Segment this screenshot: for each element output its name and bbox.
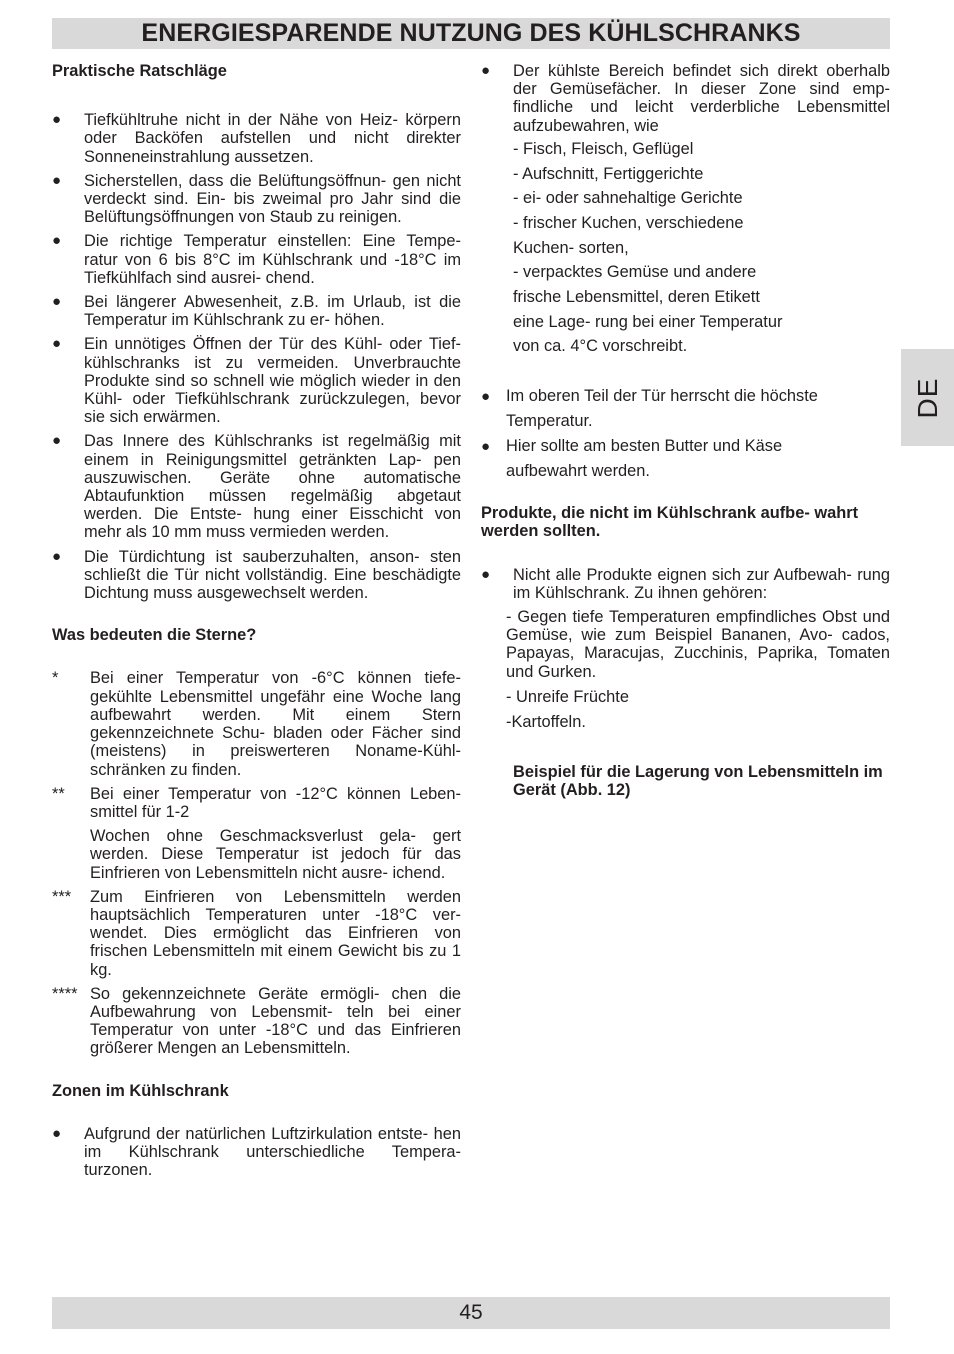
star-marker: *** (52, 887, 72, 906)
star-text: Wochen ohne Geschmacksverlust gela- gert werden. Diese Temperatur ist jedoch für das Einfrieren von Lebensmitteln nicht ausre- ichend. (90, 827, 461, 882)
list-item: frische Lebensmittel, deren Etikett (513, 288, 760, 307)
stars-heading: Was bedeuten die Sterne? (52, 626, 257, 645)
star-text: So gekennzeichnete Geräte ermögli- chen die Aufbewahrung von Lebensmit- teln bei einer Temperatur von unter -18°C und das Einfrieren größerer Mengen an Lebensmitteln. (90, 984, 461, 1058)
door-item-line: Temperatur. (506, 412, 593, 431)
list-item: - frischer Kuchen, verschiedene (513, 213, 744, 232)
star-item (52, 888, 461, 979)
door-item-line: ● Im oberen Teil der Tür herrscht die höchste (506, 387, 818, 406)
list-item: von ca. 4°C vorschreibt. (513, 337, 688, 356)
list-item: - Fisch, Fleisch, Geflügel (513, 139, 694, 158)
list-item: - verpacktes Gemüse und andere (513, 263, 757, 282)
star-text: Zum Einfrieren von Lebensmitteln werden hauptsächlich Temperaturen unter -18°C ver- wendet. Dies ermöglicht das Einfrieren von frischen Lebensmitteln mit einem Gewicht bis zu 1 kg. (90, 887, 461, 979)
list-item: - Aufschnitt, Fertiggerichte (513, 164, 704, 183)
language-tab (901, 349, 954, 446)
star-marker: * (52, 669, 59, 688)
page-title: ENERGIESPARENDE NUTZUNG DES KÜHLSCHRANKS (141, 19, 801, 47)
practical-item: ● Die Türdichtung ist sauberzuhalten, anson- sten schließt die Tür nicht vollständig. Eine beschädigte Dichtung muss ausgewechselt werden. (52, 548, 461, 603)
star-text: Bei einer Temperatur von -6°C können tiefe- gekühlte Lebensmittel ungefähr eine Woche lang aufbewahrt werden. Mit einem Stern gekennzeichnete Schu- bladen oder Fächer sind (meistens) in preiswerteren Noname-Kühl- schränken zu finden. (90, 669, 461, 779)
practical-item: ● Ein unnötiges Öffnen der Tür des Kühl- oder Tief- kühlschranks ist zu vermeiden. Unverbrauchte Produkte sind so schnell wie möglich wieder in den Kühl- oder Tiefkühlschrank zurückzulegen, bevor sie sich erwärmen. (52, 335, 461, 426)
list-item: eine Lage- rung bei einer Temperatur (513, 312, 783, 331)
door-item (481, 434, 890, 484)
practical-item: ● Die richtige Temperatur einstellen: Eine Tempe- ratur von 6 bis 8°C im Kühlschrank und -18°C im Tiefkühlfach sind ausrei- chend. (52, 232, 461, 287)
door-item (481, 384, 890, 434)
list-item: - ei- oder sahnehaltige Gerichte (513, 189, 743, 208)
star-item (52, 669, 461, 778)
not-store-heading: Produkte, die nicht im Kühlschrank aufbe- wahrt werden sollten. (481, 504, 859, 541)
star-marker: ** (52, 784, 65, 803)
language-tab-label: DE (911, 377, 943, 418)
practical-item: ● Bei längerer Abwesenheit, z.B. im Urlaub, ist die Temperatur im Kühlschrank zu er- höhen. (52, 293, 461, 329)
zones-item: ● Aufgrund der natürlichen Luftzirkulation entste- hen im Kühlschrank unterschiedliche Tempera- turzonen. (52, 1125, 461, 1180)
coolest-zone-list (481, 137, 890, 359)
left-column (52, 62, 461, 1179)
star-item (52, 985, 461, 1058)
coolest-zone-item: ● Der kühlste Bereich befindet sich direkt oberhalb der Gemüsefächer. In dieser Zone sind emp- findliche und leicht verderbliche Lebensmittel aufzubewahren, wie (481, 62, 890, 135)
zones-heading: Zonen im Kühlschrank (52, 1081, 229, 1100)
example-heading: Beispiel für die Lagerung von Lebensmitteln im Gerät (Abb. 12) (513, 763, 883, 800)
right-column (481, 62, 890, 800)
practical-item: ● Tiefkühltruhe nicht in der Nähe von Heiz- körpern oder Backöfen aufstellen und nicht direkter Sonneneinstrahlung aussetzen. (52, 111, 461, 166)
star-marker: **** (52, 984, 78, 1003)
footer-bar (52, 1297, 890, 1329)
not-store-list (481, 608, 890, 731)
page-number: 45 (459, 1301, 483, 1324)
list-item: Kuchen- sorten, (513, 238, 629, 257)
door-item-line: aufbewahrt werden. (506, 462, 650, 481)
list-item: -Kartoffeln. (506, 712, 586, 731)
star-text: Bei einer Temperatur von -12°C können Leben- smittel für 1-2 (90, 784, 461, 821)
door-item-line: ● Hier sollte am besten Butter und Käse (506, 437, 783, 456)
list-item: - Gegen tiefe Temperaturen empfindliches Obst und Gemüse, wie zum Beispiel Bananen, Avo- cados, Papayas, Maracujas, Zucchinis, Paprika, Tomaten und Gurken. (506, 607, 890, 681)
practical-item: ● Das Innere des Kühlschranks ist regelmäßig mit einem in Reinigungsmittel getränkten Lap- pen auszuwischen. Geräte ohne automatische Abtaufunktion müssen regelmäßig abgetaut werden. Die Entste- hung einer Eisschicht von mehr als 10 mm muss vermieden werden. (52, 432, 461, 541)
star-item (52, 827, 461, 882)
list-item: - Unreife Früchte (506, 687, 629, 706)
practical-heading: Praktische Ratschläge (52, 62, 227, 80)
star-item (52, 785, 461, 821)
practical-item: ● Sicherstellen, dass die Belüftungsöffnun- gen nicht verdeckt sind. Ein- bis zweimal pro Jahr sind die Belüftungsöffnungen von Staub zu reinigen. (52, 172, 461, 227)
not-store-item: ● Nicht alle Produkte eignen sich zur Aufbewah- rung im Kühlschrank. Zu ihnen gehören: (481, 566, 890, 602)
title-bar (52, 18, 890, 49)
